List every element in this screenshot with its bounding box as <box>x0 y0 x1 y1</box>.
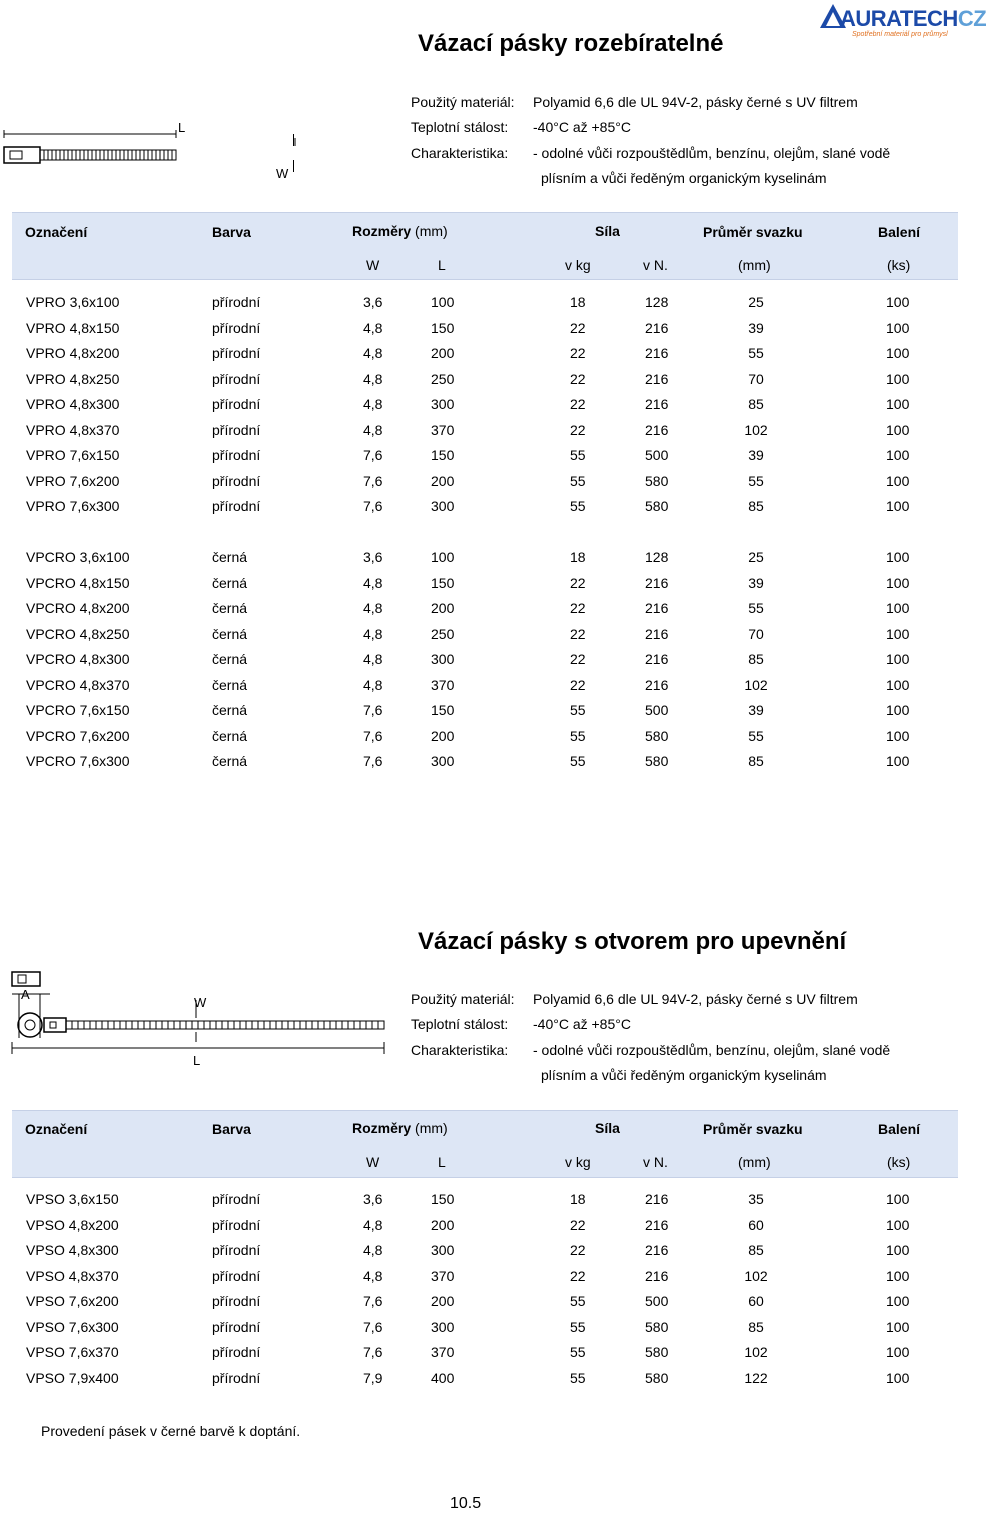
cell-baleni: 100 <box>886 600 910 616</box>
spec-value: Polyamid 6,6 dle UL 94V-2, pásky černé s UV filtrem <box>533 94 858 110</box>
spec-value: Polyamid 6,6 dle UL 94V-2, pásky černé s UV filtrem <box>533 991 858 1007</box>
cell-barva: přírodní <box>212 1293 261 1309</box>
section1-title: Vázací pásky rozebíratelné <box>418 30 724 57</box>
cell-baleni: 100 <box>886 396 910 412</box>
cell-oznaceni: VPSO 4,8x200 <box>26 1216 119 1233</box>
cell-prumer: 102 <box>744 1267 768 1284</box>
cell-vkg: 22 <box>570 1216 586 1233</box>
cell-vn: 580 <box>645 1369 669 1386</box>
spec-label: Charakteristika: <box>411 1042 509 1058</box>
cell-baleni: 100 <box>886 472 910 489</box>
cell-l: 370 <box>431 676 455 693</box>
cell-vn: 216 <box>645 345 669 361</box>
cell-vn: 216 <box>645 600 669 616</box>
cell-barva: černá <box>212 574 248 591</box>
cell-vn: 216 <box>645 574 669 591</box>
cell-baleni: 100 <box>886 574 910 591</box>
col-barva: Barva <box>212 1121 251 1137</box>
cell-prumer: 60 <box>748 1293 764 1309</box>
cell-oznaceni: VPRO 4,8x150 <box>26 319 120 336</box>
cell-vkg: 18 <box>570 294 586 310</box>
spec-label: Teplotní stálost: <box>411 1016 509 1032</box>
cell-oznaceni: VPRO 7,6x200 <box>26 472 120 489</box>
cell-vkg: 22 <box>570 421 586 438</box>
col-l: L <box>438 257 446 273</box>
cell-prumer: 102 <box>744 421 768 438</box>
cell-vkg: 22 <box>570 370 586 387</box>
cell-baleni: 100 <box>886 498 910 514</box>
cell-vn: 128 <box>645 549 669 565</box>
table-row <box>0 396 960 418</box>
spec-label: Teplotní stálost: <box>411 119 509 135</box>
cell-l: 300 <box>431 396 455 412</box>
cell-l: 200 <box>431 1216 455 1233</box>
cell-baleni: 100 <box>886 1267 910 1284</box>
table-row <box>0 498 960 520</box>
table-row <box>0 702 960 724</box>
cell-prumer: 55 <box>748 472 764 489</box>
table-row <box>0 549 960 571</box>
cell-vkg: 22 <box>570 600 586 616</box>
table-row <box>0 575 960 597</box>
cell-l: 300 <box>431 498 455 514</box>
cell-vkg: 55 <box>570 1344 586 1360</box>
cell-baleni: 100 <box>886 345 910 361</box>
cell-barva: přírodní <box>212 498 261 514</box>
cell-oznaceni: VPCRO 4,8x370 <box>26 676 130 693</box>
diagram-label-w: W <box>276 166 289 181</box>
col-ks: (ks) <box>887 257 911 273</box>
cell-prumer: 70 <box>748 370 764 387</box>
cell-baleni: 100 <box>886 1191 910 1207</box>
cell-l: 300 <box>431 651 455 667</box>
cell-baleni: 100 <box>886 676 910 693</box>
cell-vkg: 22 <box>570 319 586 336</box>
cell-prumer: 85 <box>748 753 764 769</box>
cell-baleni: 100 <box>886 447 910 463</box>
cell-l: 150 <box>431 574 455 591</box>
spec-value: -40°C až +85°C <box>533 1016 631 1032</box>
cell-l: 200 <box>431 600 455 616</box>
cell-vkg: 22 <box>570 676 586 693</box>
cell-prumer: 25 <box>748 294 764 310</box>
cell-prumer: 102 <box>744 1344 768 1360</box>
cell-vn: 500 <box>645 702 669 718</box>
cell-oznaceni: VPRO 7,6x300 <box>26 498 120 514</box>
cell-vkg: 55 <box>570 472 586 489</box>
cell-prumer: 85 <box>748 1242 764 1258</box>
cell-w: 4,8 <box>363 1216 383 1233</box>
cell-barva: přírodní <box>212 1318 261 1335</box>
spec-value: plísním a vůči ředěným organickým kyselinám <box>541 1067 827 1083</box>
col-baleni: Balení <box>878 1121 921 1137</box>
cell-oznaceni: VPSO 7,6x370 <box>26 1344 119 1360</box>
cell-barva: přírodní <box>212 294 261 310</box>
cell-oznaceni: VPRO 4,8x300 <box>26 396 120 412</box>
cell-baleni: 100 <box>886 319 910 336</box>
cell-baleni: 100 <box>886 753 910 769</box>
cell-l: 150 <box>431 1191 455 1207</box>
cell-w: 7,6 <box>363 1293 383 1309</box>
cell-baleni: 100 <box>886 421 910 438</box>
cell-vn: 216 <box>645 396 669 412</box>
cell-barva: černá <box>212 702 248 718</box>
cell-oznaceni: VPCRO 4,8x150 <box>26 574 130 591</box>
cell-vn: 216 <box>645 1242 669 1258</box>
cell-barva: přírodní <box>212 1191 261 1207</box>
cell-oznaceni: VPCRO 4,8x250 <box>26 625 130 642</box>
col-sila: Síla <box>595 1120 620 1136</box>
table-row <box>0 320 960 342</box>
diagram-w-mark <box>293 134 294 146</box>
cell-baleni: 100 <box>886 1369 910 1386</box>
cell-vn: 216 <box>645 421 669 438</box>
cell-barva: přírodní <box>212 370 261 387</box>
table-row <box>0 294 960 316</box>
col-mm: (mm) <box>738 1154 771 1170</box>
cell-w: 4,8 <box>363 625 383 642</box>
cell-prumer: 39 <box>748 447 764 463</box>
cell-w: 4,8 <box>363 676 383 693</box>
section2-title: Vázací pásky s otvorem pro upevnění <box>418 928 847 955</box>
footer-note: Provedení pásek v černé barvě k doptání. <box>41 1423 301 1439</box>
cell-w: 7,6 <box>363 472 383 489</box>
company-logo <box>818 2 986 42</box>
logo-tagline: Spotřební materiál pro průmysl <box>852 31 948 38</box>
table-row <box>0 677 960 699</box>
cell-barva: přírodní <box>212 1344 261 1360</box>
cell-vkg: 55 <box>570 447 586 463</box>
cell-prumer: 35 <box>748 1191 764 1207</box>
spec-value: - odolné vůči rozpouštědlům, benzínu, olejům, slané vodě <box>533 1042 891 1058</box>
cell-vkg: 22 <box>570 345 586 361</box>
col-mm: (mm) <box>738 257 771 273</box>
page-number: 10.5 <box>450 1495 482 1512</box>
cell-baleni: 100 <box>886 549 910 565</box>
cell-w: 7,6 <box>363 1344 383 1360</box>
cell-vn: 580 <box>645 1318 669 1335</box>
spec-label: Použitý materiál: <box>411 991 515 1007</box>
spec-value: -40°C až +85°C <box>533 119 631 135</box>
col-rozmery: Rozměry (mm) <box>352 1120 448 1136</box>
cell-vn: 580 <box>645 727 669 744</box>
cell-prumer: 60 <box>748 1216 764 1233</box>
cell-baleni: 100 <box>886 702 910 718</box>
table-row <box>0 1293 960 1315</box>
cell-l: 370 <box>431 1344 455 1360</box>
cell-w: 4,8 <box>363 396 383 412</box>
diagram-w-mark <box>293 160 294 172</box>
cell-vn: 216 <box>645 370 669 387</box>
cell-oznaceni: VPCRO 7,6x200 <box>26 727 130 744</box>
spec-label: Použitý materiál: <box>411 94 515 110</box>
cell-prumer: 39 <box>748 574 764 591</box>
table-row <box>0 473 960 495</box>
col-vkg: v kg <box>565 257 591 273</box>
cell-w: 4,8 <box>363 651 383 667</box>
cell-barva: přírodní <box>212 319 261 336</box>
col-sila: Síla <box>595 223 620 239</box>
cell-oznaceni: VPCRO 4,8x300 <box>26 651 130 667</box>
cell-w: 4,8 <box>363 319 383 336</box>
cell-l: 150 <box>431 319 455 336</box>
cell-prumer: 85 <box>748 396 764 412</box>
cell-barva: přírodní <box>212 1216 261 1233</box>
cell-baleni: 100 <box>886 651 910 667</box>
cell-prumer: 85 <box>748 498 764 514</box>
col-prumer: Průměr svazku <box>703 1121 803 1137</box>
diagram-label-l: L <box>178 120 186 135</box>
cell-barva: černá <box>212 651 248 667</box>
diagram-label-l: L <box>193 1053 201 1068</box>
cell-w: 7,6 <box>363 702 383 718</box>
cell-vn: 580 <box>645 753 669 769</box>
col-ks: (ks) <box>887 1154 911 1170</box>
table-row <box>0 728 960 750</box>
cell-prumer: 55 <box>748 600 764 616</box>
cell-barva: černá <box>212 676 248 693</box>
cell-l: 250 <box>431 625 455 642</box>
cell-oznaceni: VPSO 7,9x400 <box>26 1369 119 1386</box>
cell-l: 250 <box>431 370 455 387</box>
logo-wordmark: AURATECHCZ <box>840 6 986 31</box>
col-oznaceni: Označení <box>25 1121 88 1137</box>
cell-prumer: 55 <box>748 345 764 361</box>
cell-oznaceni: VPSO 7,6x300 <box>26 1318 119 1335</box>
table-row <box>0 626 960 648</box>
col-barva: Barva <box>212 224 251 240</box>
cell-vn: 128 <box>645 294 669 310</box>
table-row <box>0 1268 960 1290</box>
cell-vkg: 55 <box>570 498 586 514</box>
table-row <box>0 1217 960 1239</box>
cell-l: 150 <box>431 702 455 718</box>
cell-vn: 580 <box>645 1344 669 1360</box>
cell-vkg: 55 <box>570 702 586 718</box>
cell-vn: 580 <box>645 472 669 489</box>
table-row <box>0 422 960 444</box>
cell-l: 150 <box>431 447 455 463</box>
cell-vkg: 22 <box>570 1267 586 1284</box>
cell-baleni: 100 <box>886 1318 910 1335</box>
cell-oznaceni: VPRO 4,8x370 <box>26 421 120 438</box>
cell-baleni: 100 <box>886 727 910 744</box>
cell-oznaceni: VPRO 3,6x100 <box>26 294 120 310</box>
cell-prumer: 25 <box>748 549 764 565</box>
cell-vn: 216 <box>645 1216 669 1233</box>
table-row <box>0 1370 960 1392</box>
cell-barva: přírodní <box>212 1369 261 1386</box>
cell-w: 3,6 <box>363 549 383 565</box>
cell-baleni: 100 <box>886 1293 910 1309</box>
table-row <box>0 371 960 393</box>
table-row <box>0 1344 960 1366</box>
cell-barva: přírodní <box>212 1267 261 1284</box>
cell-l: 300 <box>431 1318 455 1335</box>
cell-w: 4,8 <box>363 574 383 591</box>
cell-barva: přírodní <box>212 472 261 489</box>
cell-vn: 216 <box>645 676 669 693</box>
cell-oznaceni: VPCRO 7,6x150 <box>26 702 130 718</box>
cell-barva: černá <box>212 625 248 642</box>
cell-prumer: 122 <box>744 1369 768 1386</box>
col-vn: v N. <box>643 257 668 273</box>
spec-label: Charakteristika: <box>411 145 509 161</box>
cell-l: 200 <box>431 345 455 361</box>
cell-w: 4,8 <box>363 600 383 616</box>
cell-barva: přírodní <box>212 447 261 463</box>
cell-vkg: 55 <box>570 1369 586 1386</box>
cell-baleni: 100 <box>886 625 910 642</box>
cell-l: 200 <box>431 727 455 744</box>
cell-oznaceni: VPRO 4,8x200 <box>26 345 120 361</box>
spec-value: - odolné vůči rozpouštědlům, benzínu, olejům, slané vodě <box>533 145 891 161</box>
cell-vn: 580 <box>645 498 669 514</box>
cell-l: 200 <box>431 1293 455 1309</box>
col-vkg: v kg <box>565 1154 591 1170</box>
col-w: W <box>366 257 380 273</box>
cell-w: 4,8 <box>363 1242 383 1258</box>
table-row <box>0 1242 960 1264</box>
cell-oznaceni: VPSO 7,6x200 <box>26 1293 119 1309</box>
cell-l: 100 <box>431 294 455 310</box>
cell-l: 200 <box>431 472 455 489</box>
cell-barva: černá <box>212 549 248 565</box>
cell-vkg: 22 <box>570 625 586 642</box>
cell-oznaceni: VPCRO 7,6x300 <box>26 753 130 769</box>
col-prumer: Průměr svazku <box>703 224 803 240</box>
cell-w: 7,6 <box>363 753 383 769</box>
cell-w: 7,6 <box>363 447 383 463</box>
cell-w: 4,8 <box>363 345 383 361</box>
cell-l: 370 <box>431 1267 455 1284</box>
cell-w: 4,8 <box>363 421 383 438</box>
cell-vkg: 55 <box>570 753 586 769</box>
table-row <box>0 651 960 673</box>
cell-prumer: 85 <box>748 651 764 667</box>
cell-vkg: 22 <box>570 574 586 591</box>
table-row <box>0 600 960 622</box>
cell-baleni: 100 <box>886 1242 910 1258</box>
cell-w: 7,6 <box>363 498 383 514</box>
cell-barva: černá <box>212 727 248 744</box>
cell-vkg: 55 <box>570 727 586 744</box>
cell-prumer: 85 <box>748 1318 764 1335</box>
cell-vkg: 55 <box>570 1293 586 1309</box>
cell-oznaceni: VPRO 7,6x150 <box>26 447 120 463</box>
cell-prumer: 102 <box>744 676 768 693</box>
cell-w: 3,6 <box>363 1191 383 1207</box>
table-row <box>0 447 960 469</box>
col-w: W <box>366 1154 380 1170</box>
table-row <box>0 1191 960 1213</box>
cell-vn: 216 <box>645 1191 669 1207</box>
cell-oznaceni: VPSO 4,8x370 <box>26 1267 119 1284</box>
cell-baleni: 100 <box>886 294 910 310</box>
cell-w: 4,8 <box>363 370 383 387</box>
cell-barva: přírodní <box>212 345 261 361</box>
table-header <box>12 212 958 280</box>
cell-vkg: 18 <box>570 549 586 565</box>
cell-prumer: 70 <box>748 625 764 642</box>
col-l: L <box>438 1154 446 1170</box>
cell-l: 370 <box>431 421 455 438</box>
cell-barva: černá <box>212 600 248 616</box>
col-vn: v N. <box>643 1154 668 1170</box>
diagram-label-a: A <box>21 987 30 1002</box>
cell-vkg: 18 <box>570 1191 586 1207</box>
col-rozmery: Rozměry (mm) <box>352 223 448 239</box>
cell-vn: 216 <box>645 319 669 336</box>
cell-prumer: 55 <box>748 727 764 744</box>
cell-prumer: 39 <box>748 319 764 336</box>
cell-oznaceni: VPRO 4,8x250 <box>26 370 120 387</box>
cell-vn: 500 <box>645 447 669 463</box>
cell-w: 4,8 <box>363 1267 383 1284</box>
cell-vn: 216 <box>645 1267 669 1284</box>
cell-w: 3,6 <box>363 294 383 310</box>
cell-barva: přírodní <box>212 396 261 412</box>
cell-vn: 500 <box>645 1293 669 1309</box>
cell-oznaceni: VPCRO 3,6x100 <box>26 549 130 565</box>
cell-vkg: 22 <box>570 396 586 412</box>
cell-w: 7,6 <box>363 727 383 744</box>
cell-vn: 216 <box>645 651 669 667</box>
cell-oznaceni: VPSO 3,6x150 <box>26 1191 119 1207</box>
cell-w: 7,6 <box>363 1318 383 1335</box>
col-oznaceni: Označení <box>25 224 88 240</box>
cell-oznaceni: VPSO 4,8x300 <box>26 1242 119 1258</box>
diagram-label-w: W <box>194 995 207 1010</box>
cell-vkg: 55 <box>570 1318 586 1335</box>
cell-l: 400 <box>431 1369 455 1386</box>
table-row <box>0 753 960 775</box>
table-row <box>0 345 960 367</box>
cell-l: 300 <box>431 1242 455 1258</box>
cell-oznaceni: VPCRO 4,8x200 <box>26 600 130 616</box>
table-header <box>12 1110 958 1178</box>
cell-l: 100 <box>431 549 455 565</box>
col-baleni: Balení <box>878 224 921 240</box>
cell-vkg: 22 <box>570 1242 586 1258</box>
cell-baleni: 100 <box>886 1216 910 1233</box>
cell-prumer: 39 <box>748 702 764 718</box>
spec-value: plísním a vůči ředěným organickým kyselinám <box>541 170 827 186</box>
cell-vn: 216 <box>645 625 669 642</box>
cell-w: 7,9 <box>363 1369 383 1386</box>
cell-l: 300 <box>431 753 455 769</box>
cell-baleni: 100 <box>886 370 910 387</box>
cell-barva: černá <box>212 753 248 769</box>
cable-tie-diagram-icon <box>0 120 180 182</box>
cell-barva: přírodní <box>212 421 261 438</box>
cell-vkg: 22 <box>570 651 586 667</box>
cell-barva: přírodní <box>212 1242 261 1258</box>
table-row <box>0 1319 960 1341</box>
cell-baleni: 100 <box>886 1344 910 1360</box>
